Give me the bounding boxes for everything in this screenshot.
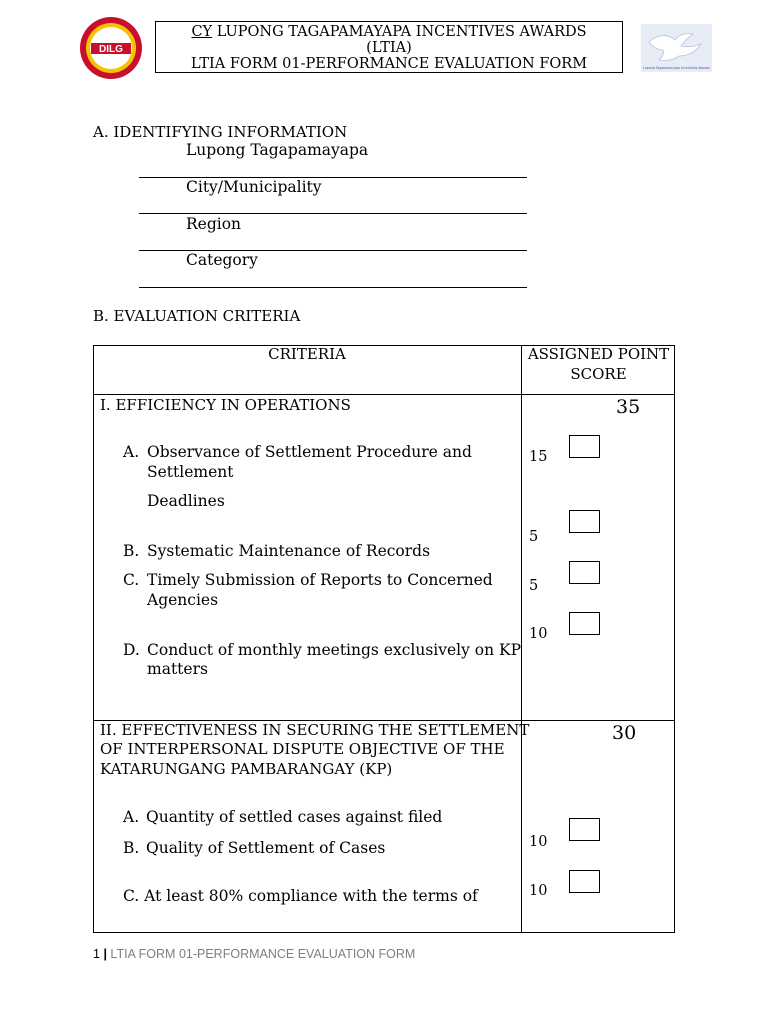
page-footer — [93, 947, 415, 961]
item-2a-points: 10 — [529, 834, 548, 850]
field-lupong-label: Lupong Tagapamayapa — [186, 141, 369, 159]
item-2c-points: 10 — [529, 883, 548, 899]
item-1b-points: 5 — [529, 529, 539, 545]
group2-total: 30 — [612, 722, 637, 744]
item-1a-points: 15 — [529, 449, 548, 465]
group1-total: 35 — [616, 396, 641, 418]
title-cy: CY — [191, 24, 213, 40]
item-1b-letter: B. — [123, 542, 140, 560]
item-1a-text2: Settlement — [147, 463, 234, 481]
field-city-label: City/Municipality — [186, 178, 322, 196]
item-1a-letter: A. — [123, 443, 140, 461]
item-1d-score-box[interactable] — [569, 612, 600, 635]
footer-page-number: 1 — [93, 947, 100, 961]
field-region-label: Region — [186, 215, 242, 233]
title-rest: LUPONG TAGAPAMAYAPA INCENTIVES AWARDS — [212, 24, 587, 40]
item-1a-text3: Deadlines — [147, 492, 225, 510]
item-1d-text2: matters — [147, 660, 208, 678]
form-title-line2: (LTIA) — [366, 40, 412, 56]
item-1b-text1: Systematic Maintenance of Records — [147, 542, 431, 560]
footer-label: LTIA FORM 01-PERFORMANCE EVALUATION FORM — [110, 947, 416, 961]
group2-heading-line1: II. EFFECTIVENESS IN SECURING THE SETTLEMENT — [100, 721, 530, 739]
group2-heading-line3: KATARUNGANG PAMBARANGAY (KP) — [100, 760, 393, 778]
form-title-line3: LTIA FORM 01-PERFORMANCE EVALUATION FORM — [190, 56, 588, 72]
item-1a-text1: Observance of Settlement Procedure and — [147, 443, 472, 461]
item-2b-letter: B. — [123, 839, 140, 857]
item-1b-score-box[interactable] — [569, 510, 600, 533]
item-1d-text1: Conduct of monthly meetings exclusively on KP — [147, 641, 522, 659]
dilg-logo-text: DILG — [99, 44, 123, 55]
item-2a-letter: A. — [123, 808, 140, 826]
form-title-line1 — [156, 24, 622, 40]
item-2a-text1: Quantity of settled cases against filed — [146, 808, 443, 826]
item-1c-text1: Timely Submission of Reports to Concerned — [147, 571, 493, 589]
dilg-logo — [79, 16, 143, 80]
group1-heading: I. EFFICIENCY IN OPERATIONS — [100, 396, 351, 414]
table-head-score: ASSIGNED POINT SCORE — [527, 345, 670, 383]
section-a-title: A. IDENTIFYING INFORMATION — [93, 123, 348, 141]
footer-separator: | — [103, 947, 107, 961]
field-category-line — [139, 287, 527, 288]
item-1d-letter: D. — [123, 641, 140, 659]
item-2b-text1: Quality of Settlement of Cases — [146, 839, 386, 857]
field-category-label: Category — [186, 251, 258, 269]
ltia-logo-text: Lupong Tagapamayapa Incentives Awards — [643, 66, 710, 70]
item-1a-score-box[interactable] — [569, 435, 600, 458]
item-1d-points: 10 — [529, 626, 548, 642]
item-1c-points: 5 — [529, 578, 539, 594]
section-b-title: B. EVALUATION CRITERIA — [93, 307, 301, 325]
item-2c-text1: C. At least 80% compliance with the terms of — [123, 887, 478, 905]
form-title-box — [155, 21, 623, 73]
item-1c-letter: C. — [123, 571, 140, 589]
item-2a-score-box[interactable] — [569, 818, 600, 841]
group2-heading-line2: OF INTERPERSONAL DISPUTE OBJECTIVE OF THE — [100, 740, 505, 758]
table-head-criteria: CRITERIA — [268, 345, 346, 363]
item-1c-score-box[interactable] — [569, 561, 600, 584]
field-city-line — [139, 213, 527, 214]
ltia-logo — [641, 24, 712, 72]
item-2c-score-box[interactable] — [569, 870, 600, 893]
item-1c-text2: Agencies — [147, 591, 219, 609]
table-column-divider — [521, 345, 522, 933]
